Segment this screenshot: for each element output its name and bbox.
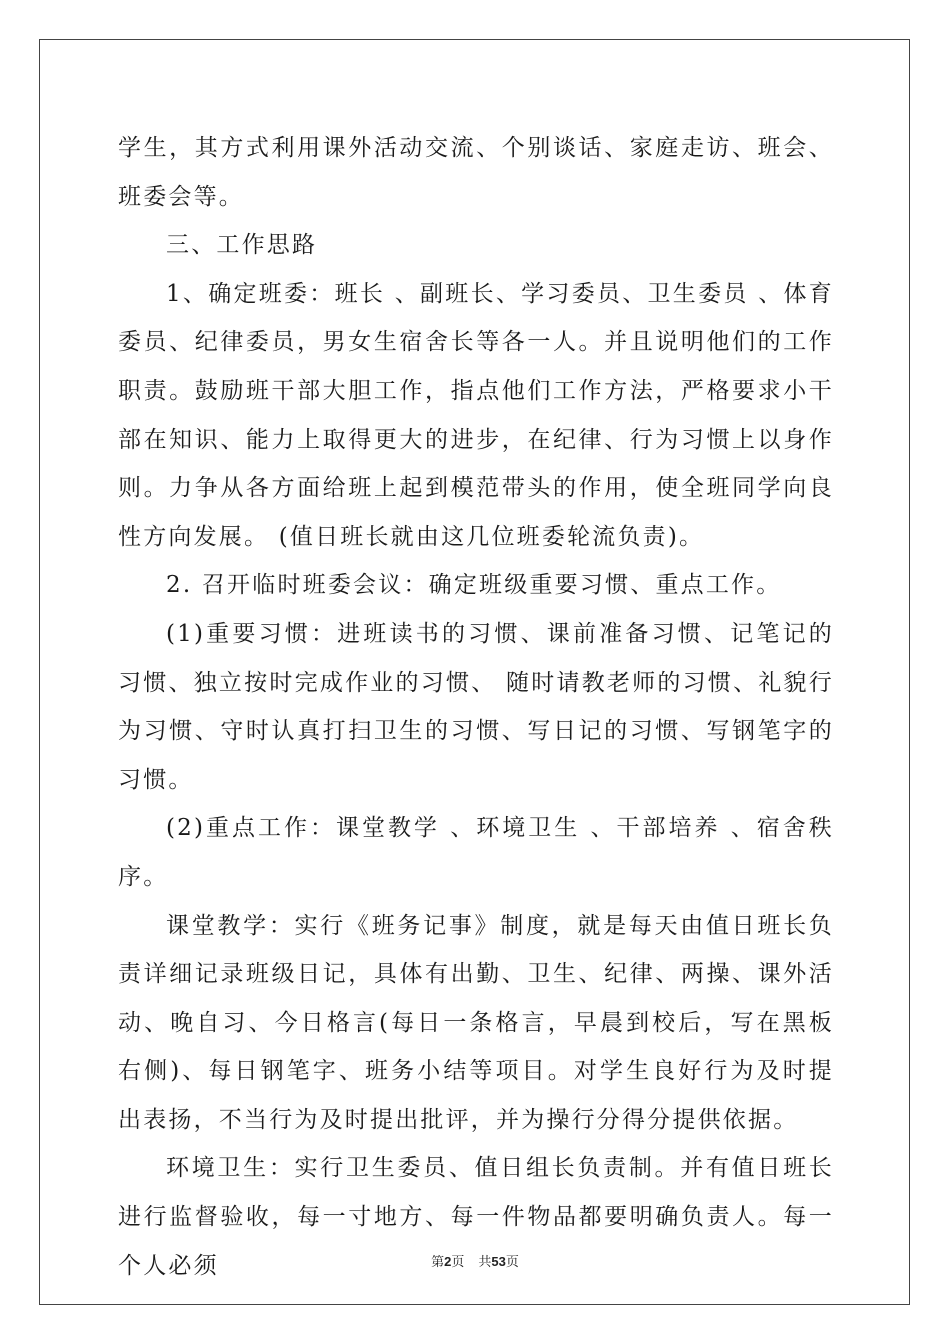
page-footer [0, 1251, 950, 1270]
section-heading: 三、工作思路 [166, 232, 318, 259]
paragraph-key-work: (2)重点工作：课堂教学 、环境卫生 、干部培养 、宿舍秩序。 [118, 815, 834, 890]
paragraph-meeting: 2. 召开临时班委会议：确定班级重要习惯、重点工作。 [166, 572, 782, 599]
footer-page-unit: 页 [451, 1254, 465, 1269]
paragraph-habits: (1)重要习惯：进班读书的习惯、课前准备习惯、记笔记的习惯、独立按时完成作业的习惯、 随时请教老师的习惯、礼貌行为习惯、守时认真打扫卫生的习惯、写日记的习惯、写钢笔字的习惯。 [118, 620, 834, 793]
paragraph-classroom: 课堂教学：实行《班务记事》制度，就是每天由值日班长负责详细记录班级日记，具体有出勤、卫生、纪律、两操、课外活动、晚自习、今日格言(每日一条格言，早晨到校后，写在黑板右侧)、每日钢笔字、班务小结等项目。对学生良好行为及时提出表扬，不当行为及时提出批评，并为操行分得分提供依据。 [118, 912, 834, 1133]
footer-page-prefix: 第 [431, 1254, 445, 1269]
footer-page-total: 53 [491, 1254, 506, 1269]
paragraph-class-committee: 1、确定班委：班长 、副班长、学习委员、卫生委员 、体育委员、纪律委员，男女生宿舍长等各一人。并且说明他们的工作职责。鼓励班干部大胆工作，指点他们工作方法，严格要求小干部在知识、能力上取得更大的进步，在纪律、行为习惯上以身作则。力争从各方面给班上起到模范带头的作用，使全班同学向良性方向发展。 (值日班长就由这几位班委轮流负责)。 [118, 280, 834, 550]
footer-total-unit: 页 [505, 1254, 519, 1269]
document-body [118, 124, 834, 1290]
footer-page-current: 2 [444, 1254, 452, 1269]
paragraph-1: 学生，其方式利用课外活动交流、个别谈话、家庭走访、班会、班委会等。 [118, 135, 834, 210]
paragraph-hygiene: 环境卫生：实行卫生委员、值日组长负责制。并有值日班长进行监督验收，每一寸地方、每一件物品都要明确负责人。每一个人必须 [118, 1155, 834, 1279]
footer-total-prefix: 共 [478, 1254, 492, 1269]
